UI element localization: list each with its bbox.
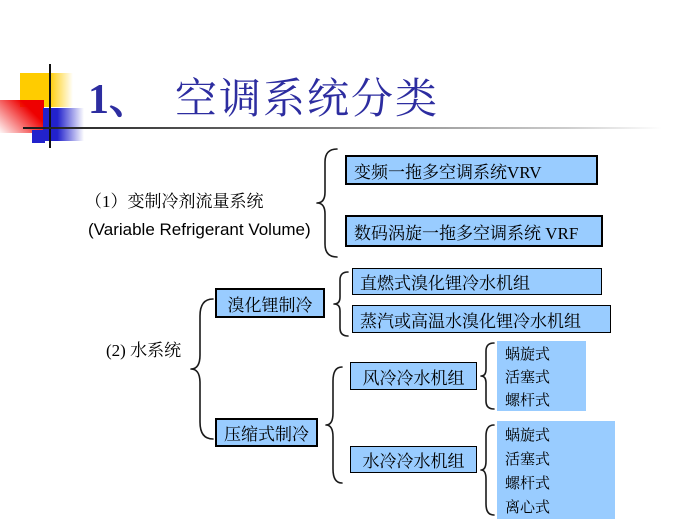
air-cooled-type-list	[497, 341, 586, 411]
list-item: 活塞式	[505, 370, 551, 386]
brace-vrf-group	[316, 148, 338, 258]
vrf-system-label-en: (Variable Refrigerant Volume)	[88, 220, 311, 239]
list-item: 活塞式	[505, 452, 551, 468]
box-vrf-system: 数码涡旋一拖多空调系统 VRF	[345, 215, 603, 247]
box-water-cooled-chiller: 水冷冷水机组	[350, 446, 477, 473]
title-number: 1、	[88, 77, 152, 123]
box-vrv-system: 变频一拖多空调系统VRV	[345, 155, 598, 185]
decoration-blue-small-square	[32, 130, 45, 143]
list-item: 螺杆式	[505, 393, 551, 409]
brace-water-system-group	[190, 298, 214, 440]
title-underline-rule	[23, 127, 662, 129]
page-title	[88, 66, 439, 126]
vrf-system-label-cn: （1）变制冷剂流量系统	[85, 192, 264, 211]
title-text: 空调系统分类	[175, 77, 440, 123]
list-item: 离心式	[505, 500, 551, 516]
box-direct-fired-chiller: 直燃式溴化锂冷水机组	[352, 268, 602, 295]
brace-lithium-bromide-group	[333, 271, 349, 337]
brace-compression-group	[325, 366, 343, 484]
box-steam-chiller: 蒸汽或高温水溴化锂冷水机组	[352, 305, 611, 333]
box-compression-refrigeration: 压缩式制冷	[215, 418, 318, 447]
list-item: 螺杆式	[505, 476, 551, 492]
box-air-cooled-chiller: 风冷冷水机组	[350, 362, 477, 390]
box-lithium-bromide: 溴化锂制冷	[215, 288, 325, 318]
water-system-label: (2) 水系统	[106, 341, 182, 360]
list-item: 蜗旋式	[505, 347, 551, 363]
brace-air-cooled-types	[480, 342, 495, 410]
water-cooled-type-list	[497, 421, 615, 519]
brace-water-cooled-types	[480, 424, 495, 516]
list-item: 蜗旋式	[505, 428, 551, 444]
decoration-vertical-line	[49, 64, 51, 148]
